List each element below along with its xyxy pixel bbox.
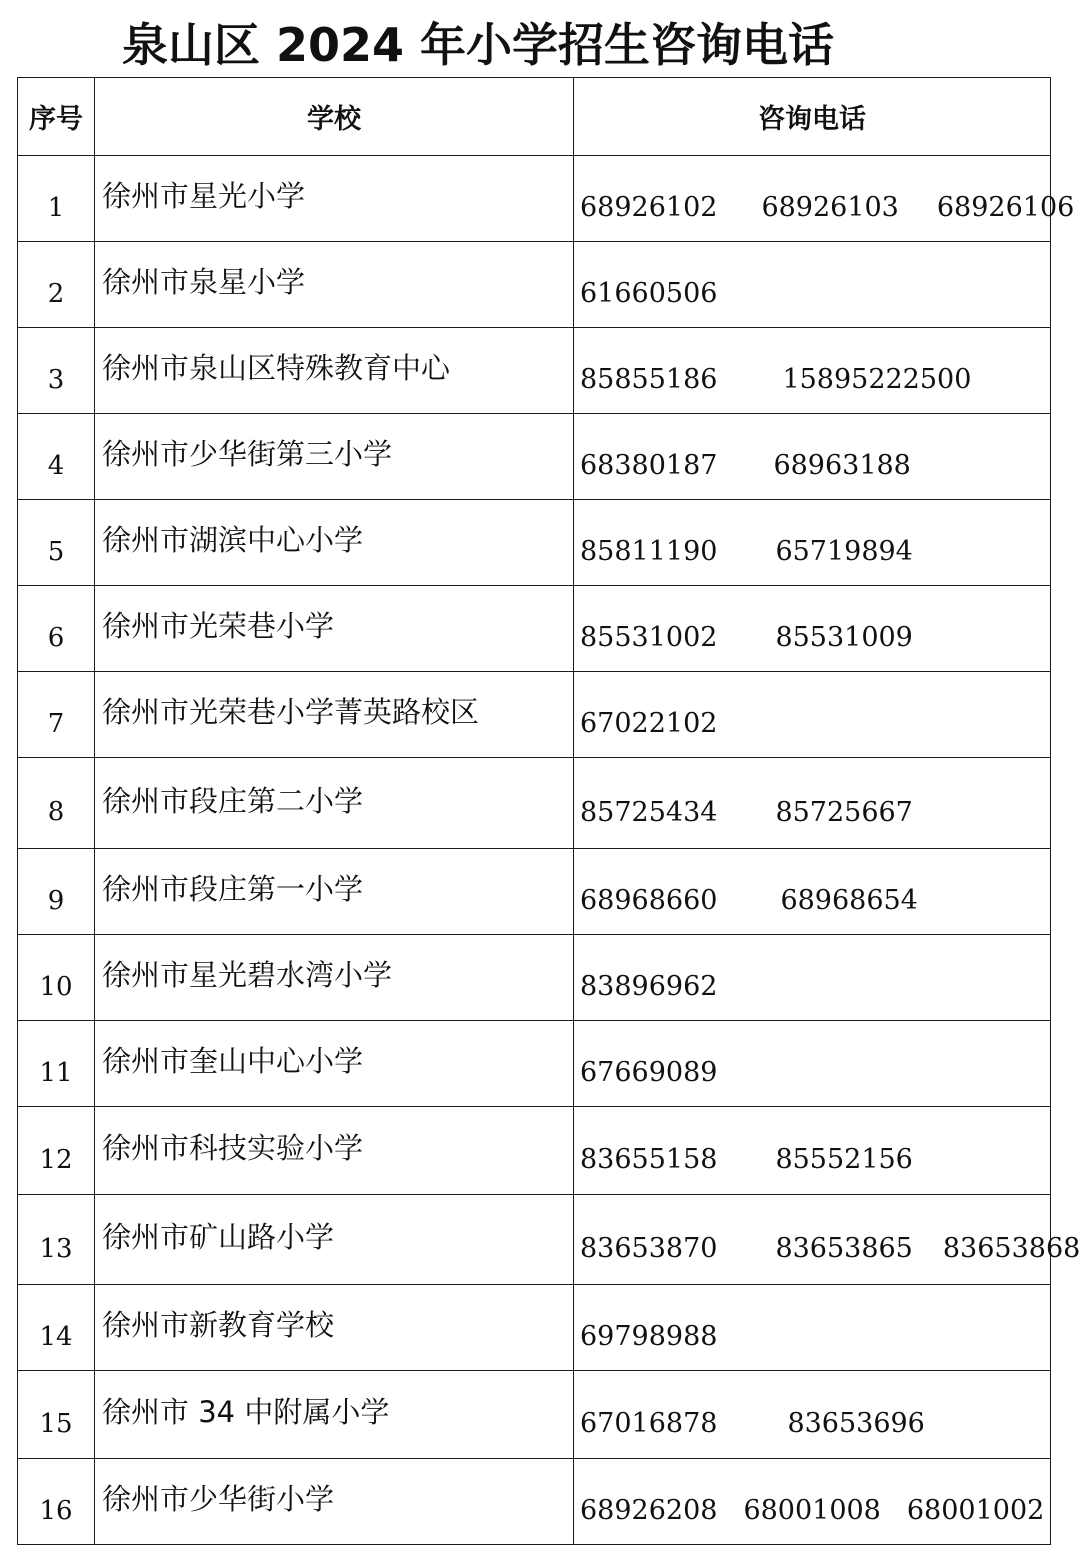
phone-number: 67022102 (580, 708, 718, 739)
phone-cell (574, 1021, 1051, 1107)
school-name: 徐州市泉星小学 (95, 242, 574, 328)
phone-number: 68968654 (780, 885, 918, 916)
row-number: 15 (18, 1371, 95, 1459)
phone-number: 68001002 (906, 1495, 1045, 1526)
row-number: 12 (18, 1107, 95, 1195)
table-row (18, 586, 1051, 672)
school-name: 徐州市少华街第三小学 (95, 414, 574, 500)
table-row (18, 1285, 1051, 1371)
phone-number: 83653870 (580, 1233, 718, 1264)
school-name: 徐州市新教育学校 (95, 1285, 574, 1371)
phone-number: 85855186 (580, 364, 718, 395)
phone-cell (574, 1371, 1051, 1459)
phone-number: 85531009 (775, 622, 913, 653)
table-row (18, 1371, 1051, 1459)
phone-number: 15895222500 (782, 364, 972, 395)
page-title: 泉山区 2024 年小学招生咨询电话 (122, 18, 835, 72)
table-row (18, 500, 1051, 586)
phone-number: 68963188 (773, 450, 911, 481)
row-number: 3 (18, 328, 95, 414)
phone-number: 85552156 (775, 1144, 913, 1175)
table-row (18, 242, 1051, 328)
table-row (18, 328, 1051, 414)
phone-cell (574, 414, 1051, 500)
table-row (18, 758, 1051, 849)
row-number: 1 (18, 156, 95, 242)
table-row (18, 1459, 1051, 1545)
header-phone: 咨询电话 (574, 78, 1051, 156)
contact-table (17, 77, 1080, 1545)
phone-number: 67669089 (580, 1057, 718, 1088)
phone-number: 83653696 (787, 1408, 925, 1439)
phone-number: 68968660 (580, 885, 718, 916)
table-row (18, 672, 1051, 758)
phone-number: 68926103 (761, 192, 899, 223)
phone-cell (574, 586, 1051, 672)
school-name: 徐州市星光小学 (95, 156, 574, 242)
school-name: 徐州市星光碧水湾小学 (95, 935, 574, 1021)
school-name: 徐州市 34 中附属小学 (95, 1371, 574, 1459)
phone-cell (574, 1459, 1051, 1545)
row-number: 13 (18, 1195, 95, 1285)
row-number: 11 (18, 1021, 95, 1107)
phone-number: 61660506 (580, 278, 718, 309)
phone-cell (574, 758, 1051, 849)
school-name: 徐州市段庄第二小学 (95, 758, 574, 849)
row-number: 9 (18, 849, 95, 935)
phone-cell (574, 672, 1051, 758)
phone-number: 69798988 (580, 1321, 718, 1352)
phone-cell (574, 849, 1051, 935)
school-name: 徐州市科技实验小学 (95, 1107, 574, 1195)
table-row (18, 1021, 1051, 1107)
phone-number: 68001008 (743, 1495, 881, 1526)
phone-number: 83653865 (775, 1233, 913, 1264)
school-name: 徐州市光荣巷小学菁英路校区 (95, 672, 574, 758)
school-name: 徐州市段庄第一小学 (95, 849, 574, 935)
header-no: 序号 (18, 78, 95, 156)
school-name: 徐州市湖滨中心小学 (95, 500, 574, 586)
row-number: 6 (18, 586, 95, 672)
phone-cell (574, 500, 1051, 586)
table-row (18, 935, 1051, 1021)
phone-number: 83896962 (580, 971, 718, 1002)
phone-number: 85811190 (580, 536, 718, 567)
phone-number: 68926102 (580, 192, 718, 223)
phone-cell (574, 1195, 1080, 1285)
row-number: 10 (18, 935, 95, 1021)
header-school: 学校 (95, 78, 574, 156)
table-row (18, 414, 1051, 500)
phone-cell (574, 156, 1075, 242)
table-row (18, 156, 1051, 242)
phone-cell (574, 1285, 1051, 1371)
phone-number: 85725434 (580, 796, 718, 828)
phone-cell (574, 935, 1051, 1021)
phone-cell (574, 1107, 1051, 1195)
phone-cell (574, 328, 1051, 414)
phone-number: 85531002 (580, 622, 718, 653)
phone-number: 83653868 (942, 1233, 1080, 1264)
school-name: 徐州市奎山中心小学 (95, 1021, 574, 1107)
row-number: 16 (18, 1459, 95, 1545)
phone-number: 83655158 (580, 1144, 718, 1175)
row-number: 4 (18, 414, 95, 500)
row-number: 8 (18, 758, 95, 849)
row-number: 5 (18, 500, 95, 586)
table-header-row (18, 78, 1051, 156)
phone-number: 85725667 (775, 796, 913, 828)
phone-number: 65719894 (775, 536, 913, 567)
phone-number: 68926208 (580, 1495, 718, 1526)
school-name: 徐州市光荣巷小学 (95, 586, 574, 672)
row-number: 2 (18, 242, 95, 328)
school-name: 徐州市少华街小学 (95, 1459, 574, 1545)
row-number: 14 (18, 1285, 95, 1371)
school-name: 徐州市矿山路小学 (95, 1195, 574, 1285)
phone-number: 67016878 (580, 1408, 718, 1439)
row-number: 7 (18, 672, 95, 758)
school-name: 徐州市泉山区特殊教育中心 (95, 328, 574, 414)
phone-number: 68926106 (936, 192, 1075, 223)
table-row (18, 1107, 1051, 1195)
phone-cell (574, 242, 1051, 328)
table-row (18, 849, 1051, 935)
table-row (18, 1195, 1051, 1285)
phone-number: 68380187 (580, 450, 718, 481)
